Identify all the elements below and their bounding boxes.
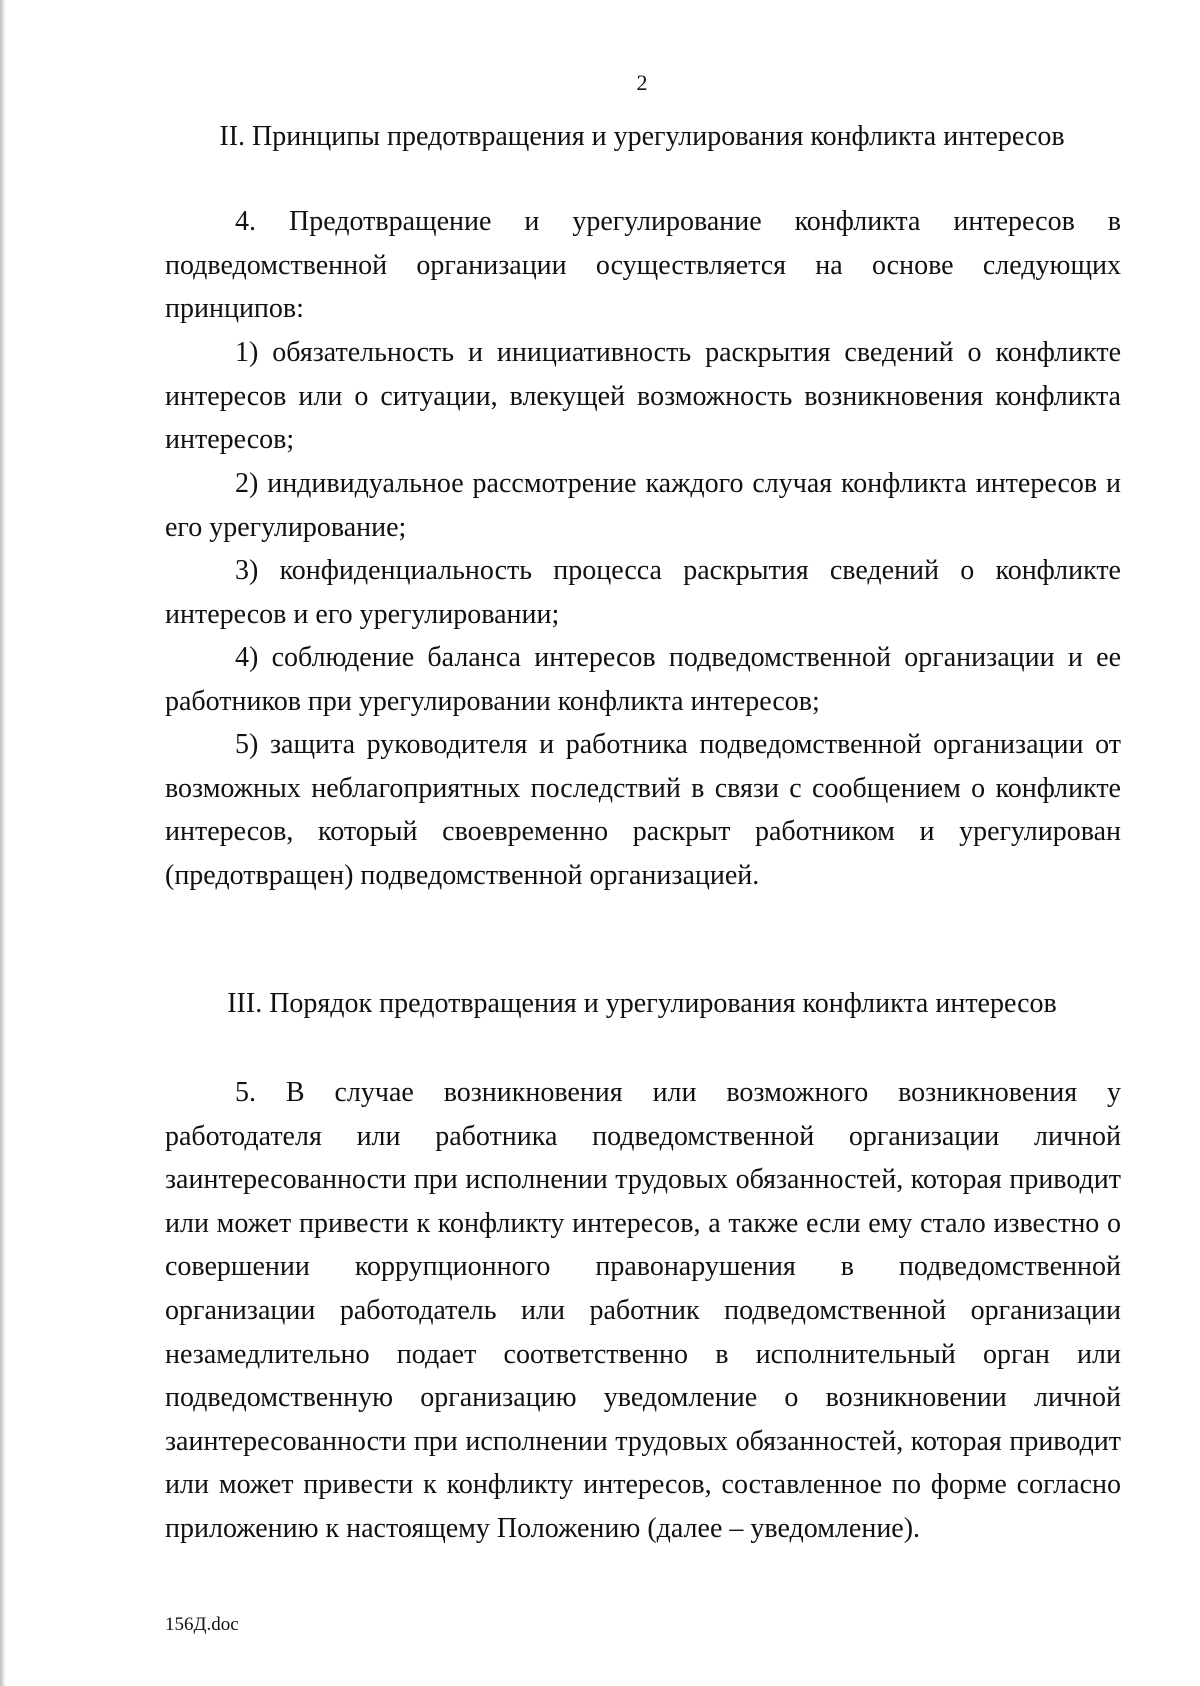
principle-item-3: 3) конфиденциальность процесса раскрытия сведений о конфликте интересов и его урегулировании; [165, 555, 1121, 630]
principle-item-2: 2) индивидуальное рассмотрение каждого случая конфликта интересов и его урегулирование; [165, 468, 1121, 543]
paragraph-4: 4. Предотвращение и урегулирование конфликта интересов в подведомственной организации осуществляется на основе следующих принципов: [165, 206, 1121, 325]
page-number: 2 [636, 70, 648, 95]
principle-item-1: 1) обязательность и инициативность раскрытия сведений о конфликте интересов или о ситуации, влекущей возможность возникновения конфликта интересов; [165, 337, 1121, 456]
paragraph-5: 5. В случае возникновения или возможного возникновения у работодателя или работника подведомственной организации личной заинтересованности при исполнении трудовых обязанностей, которая приводит или может привести к конфликту интересов, а также если ему стало известно о совершении коррупционного правонарушения в подведомственной организации работодатель или работник подведомственной организации незамедлительно подает соответственно в исполнительный орган или подведомственную организацию уведомление о возникновении личной заинтересованности при исполнении трудовых обязанностей, которая приводит или может привести к конфликту интересов, составленное по форме согласно приложению к настоящему Положению (далее – уведомление). [165, 1077, 1121, 1544]
section-heading-procedure: III. Порядок предотвращения и урегулирования конфликта интересов [227, 988, 1057, 1019]
document-filename: 156Д.doc [165, 1614, 239, 1635]
principle-item-4: 4) соблюдение баланса интересов подведомственной организации и ее работников при урегулировании конфликта интересов; [165, 642, 1121, 717]
section-heading-principles: II. Принципы предотвращения и урегулирования конфликта интересов [219, 121, 1065, 152]
scan-edge [0, 0, 6, 1686]
principle-item-5: 5) защита руководителя и работника подведомственной организации от возможных неблагоприятных последствий в связи с сообщением о конфликте интересов, который своевременно раскрыт работником и урегулирован (предотвращен) подведомственной организацией. [165, 729, 1121, 891]
